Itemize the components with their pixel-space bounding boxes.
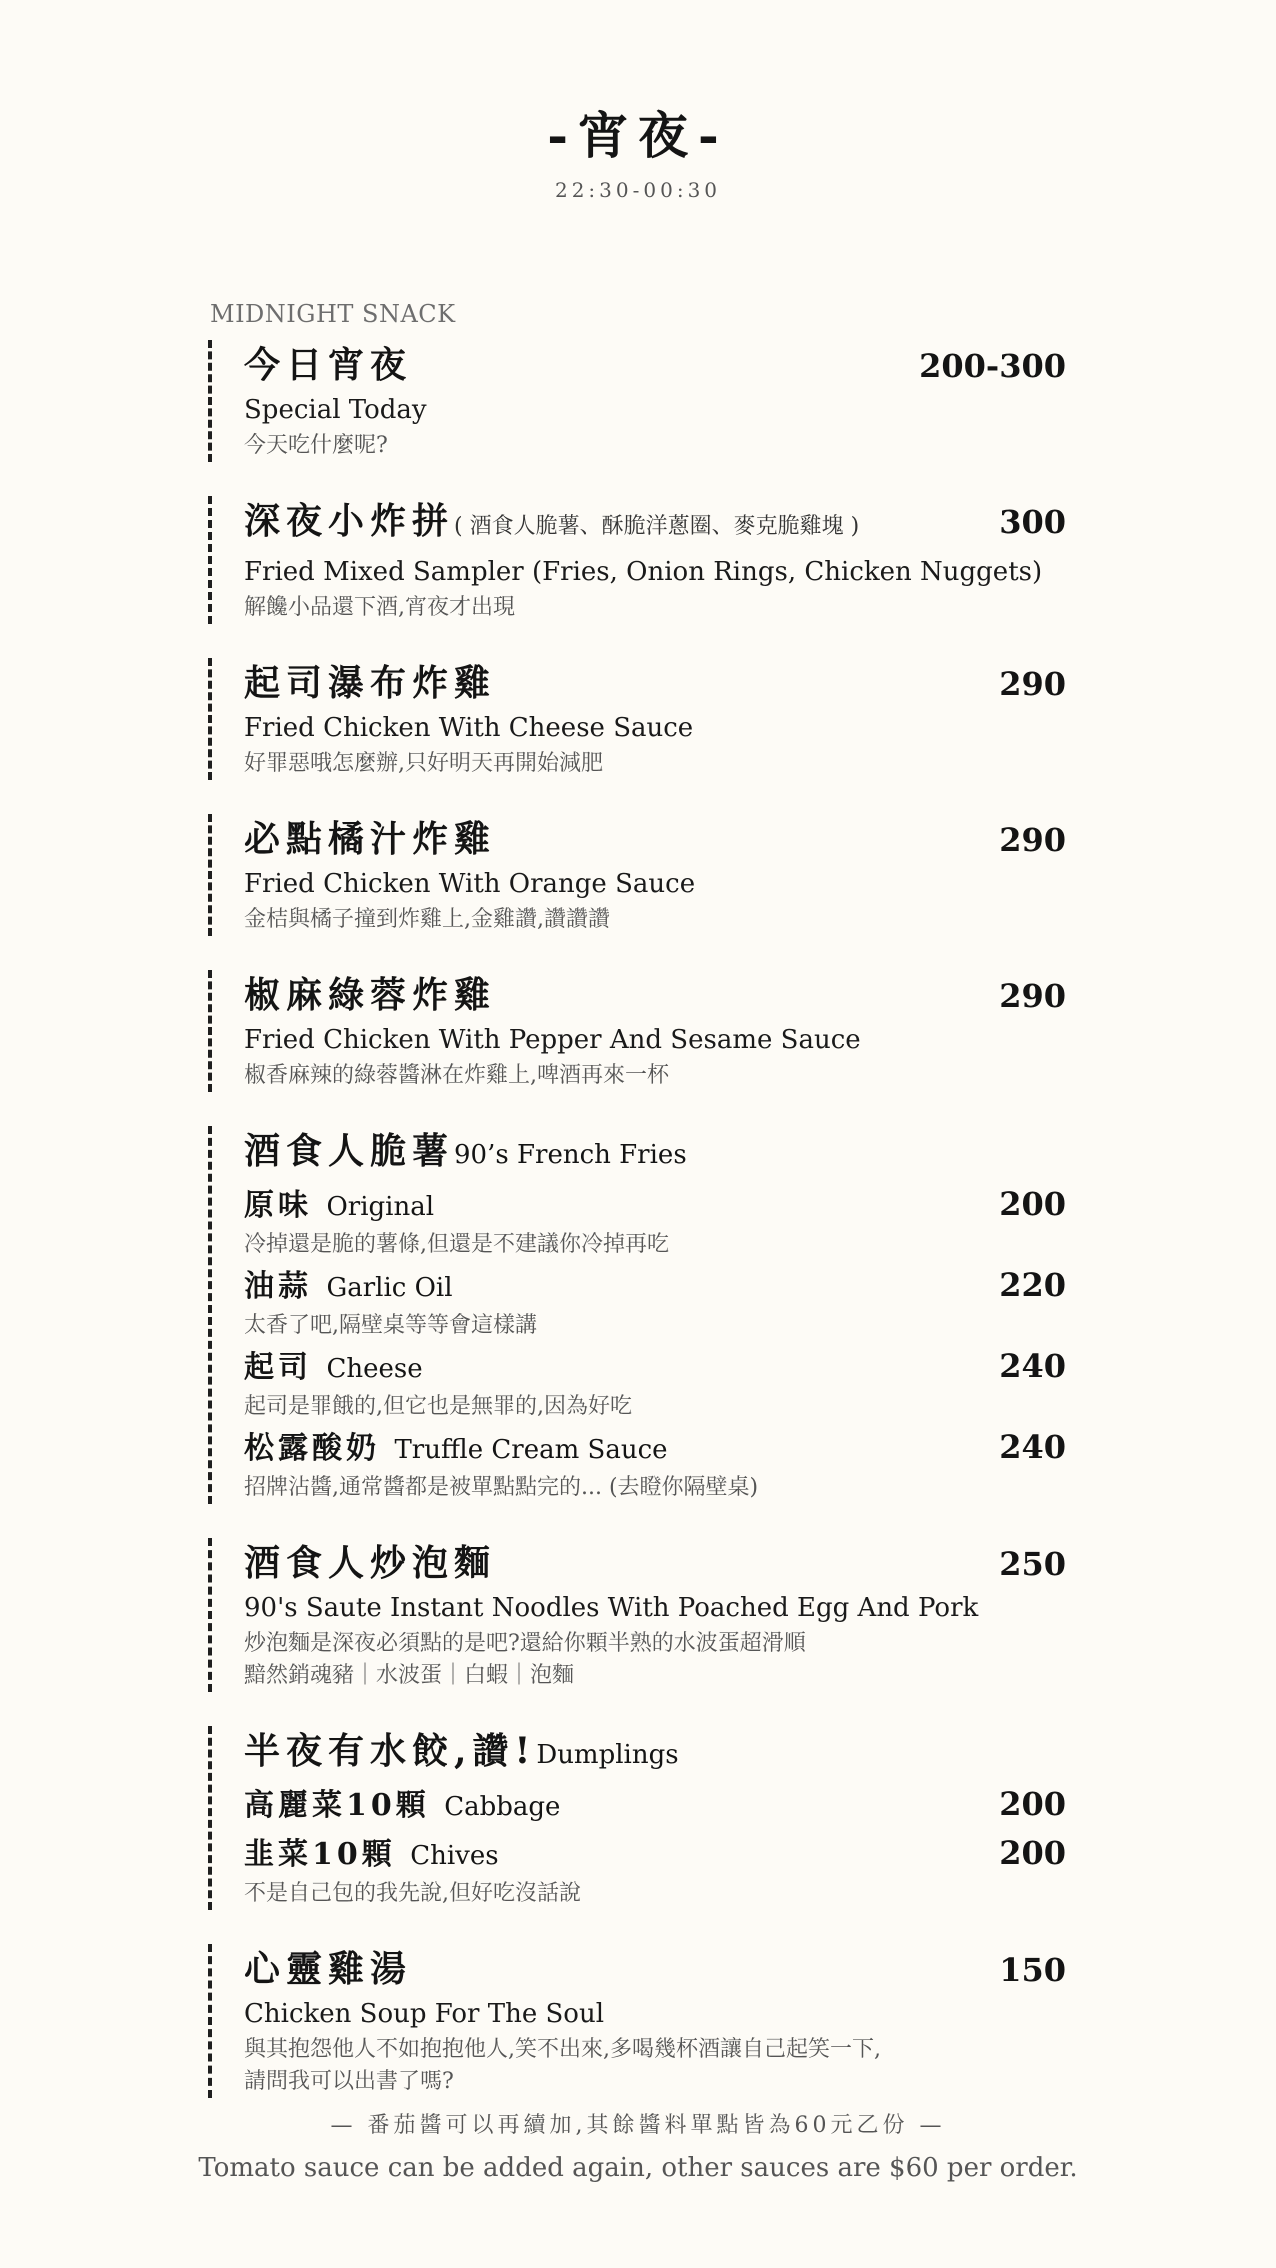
- item-name-zh: 椒麻綠蓉炸雞: [244, 974, 497, 1016]
- sub-option-name-en: Original: [326, 1192, 435, 1222]
- item-name-zh: 深夜小炸拼( 酒食人脆薯、酥脆洋蔥圈、麥克脆雞塊 ): [244, 500, 860, 542]
- section-label: MIDNIGHT SNACK: [210, 300, 456, 328]
- item-name-en: Fried Chicken With Pepper And Sesame Sauce: [244, 1025, 861, 1055]
- service-hours: 22:30-00:30: [554, 178, 722, 202]
- sub-option-name-en: Cheese: [326, 1354, 423, 1384]
- menu-item-instant-noodles: [208, 1538, 1066, 1692]
- item-name-zh: 酒食人脆薯90’s French Fries: [244, 1130, 687, 1172]
- menu-item-cheese-chicken: [208, 658, 1066, 780]
- footer-note-en: Tomato sauce can be added again, other sauces are $60 per order.: [198, 2153, 1078, 2183]
- item-name-en: 90's Saute Instant Noodles With Poached Egg And Pork: [244, 1593, 979, 1623]
- sub-option-name-zh: 油蒜: [244, 1269, 312, 1304]
- item-name-zh: 起司瀑布炸雞: [244, 662, 497, 704]
- item-description: 與其抱怨他人不如抱抱他人,笑不出來,多喝幾杯酒讓自己起笑一下,: [244, 2037, 881, 2062]
- sub-option-description: 招牌沾醬,通常醬都是被單點點完的... (去瞪你隔壁桌): [244, 1475, 759, 1500]
- item-name-zh: 酒食人炒泡麵: [244, 1542, 497, 1584]
- item-price: 300: [999, 503, 1066, 541]
- sub-option-price: 200: [999, 1185, 1066, 1223]
- menu-item-fried-sampler: [208, 496, 1066, 624]
- menu-item-orange-chicken: [208, 814, 1066, 936]
- item-name-zh: 今日宵夜: [244, 344, 413, 386]
- sub-option-original: [244, 1184, 1066, 1261]
- item-description-continued: 請問我可以出書了嗎?: [244, 2069, 454, 2094]
- menu-item-dumplings: [208, 1726, 1066, 1910]
- item-name-en: 90’s French Fries: [454, 1140, 687, 1170]
- item-name-zh: 半夜有水餃,讚!Dumplings: [244, 1730, 679, 1772]
- sub-option-cheese: [244, 1346, 1066, 1423]
- sub-option-name-en: Cabbage: [444, 1792, 561, 1822]
- menu-header: [0, 104, 1276, 202]
- sub-option-price: 220: [999, 1266, 1066, 1304]
- sub-option-garlic-oil: [244, 1265, 1066, 1342]
- sub-option-name-zh: 起司: [244, 1350, 312, 1385]
- sub-option-chives: [244, 1833, 1066, 1878]
- item-price: 150: [999, 1951, 1066, 1989]
- menu-item-chicken-soup: [208, 1944, 1066, 2098]
- item-price: 290: [999, 821, 1066, 859]
- menu-item-special-today: [208, 340, 1066, 462]
- sub-option-description: 太香了吧,隔壁桌等等會這樣講: [244, 1313, 537, 1338]
- page-title: -宵夜-: [547, 106, 729, 165]
- sub-option-name-zh: 韭菜10顆: [244, 1837, 396, 1872]
- item-description: 不是自己包的我先說,但好吃沒話說: [244, 1881, 581, 1906]
- item-name-en: Fried Chicken With Orange Sauce: [244, 869, 696, 899]
- sub-option-cabbage: [244, 1784, 1066, 1829]
- item-description: 好罪惡哦怎麼辦,只好明天再開始減肥: [244, 751, 603, 776]
- item-name-zh: 必點橘汁炸雞: [244, 818, 497, 860]
- sub-option-name-en: Chives: [410, 1841, 499, 1871]
- item-price: 200-300: [919, 347, 1066, 385]
- menu-list: [208, 340, 1066, 2132]
- item-description: 椒香麻辣的綠蓉醬淋在炸雞上,啤酒再來一杯: [244, 1063, 669, 1088]
- footer-note: [0, 2108, 1276, 2183]
- item-name-en: Chicken Soup For The Soul: [244, 1999, 605, 2029]
- item-price: 290: [999, 977, 1066, 1015]
- sub-option-name-en: Truffle Cream Sauce: [394, 1435, 668, 1465]
- sub-option-price: 200: [999, 1834, 1066, 1872]
- sub-option-price: 240: [999, 1347, 1066, 1385]
- item-name-en: Special Today: [244, 395, 427, 425]
- item-description: 今天吃什麼呢?: [244, 433, 388, 458]
- menu-item-pepper-sesame-chicken: [208, 970, 1066, 1092]
- sub-option-name-zh: 高麗菜10顆: [244, 1788, 430, 1823]
- sub-option-name-en: Garlic Oil: [326, 1273, 453, 1303]
- item-description: 解饞小品還下酒,宵夜才出現: [244, 595, 515, 620]
- item-name-en: Dumplings: [536, 1740, 679, 1770]
- item-name-zh: 心靈雞湯: [244, 1948, 413, 1990]
- sub-option-price: 240: [999, 1428, 1066, 1466]
- menu-item-french-fries: [208, 1126, 1066, 1504]
- sub-option-price: 200: [999, 1785, 1066, 1823]
- item-name-en: Fried Mixed Sampler (Fries, Onion Rings, Chicken Nuggets): [244, 557, 1043, 587]
- sub-option-name-zh: 原味: [244, 1188, 312, 1223]
- item-description: 炒泡麵是深夜必須點的是吧?還給你顆半熟的水波蛋超滑順: [244, 1631, 806, 1656]
- sub-option-description: 起司是罪餓的,但它也是無罪的,因為好吃: [244, 1394, 632, 1419]
- item-price: 290: [999, 665, 1066, 703]
- footer-note-zh: — 番茄醬可以再續加,其餘醬料單點皆為60元乙份 —: [330, 2113, 946, 2138]
- sub-option-name-zh: 松露酸奶: [244, 1431, 380, 1466]
- sub-option-truffle: [244, 1427, 1066, 1504]
- item-ingredients: 黯然銷魂豬｜水波蛋｜白蝦｜泡麵: [244, 1663, 575, 1688]
- item-description: 金桔與橘子撞到炸雞上,金雞讚,讚讚讚: [244, 907, 610, 932]
- item-price: 250: [999, 1545, 1066, 1583]
- item-name-en: Fried Chicken With Cheese Sauce: [244, 713, 694, 743]
- item-name-note: ( 酒食人脆薯、酥脆洋蔥圈、麥克脆雞塊 ): [454, 514, 860, 539]
- sub-option-description: 冷掉還是脆的薯條,但還是不建議你冷掉再吃: [244, 1232, 669, 1257]
